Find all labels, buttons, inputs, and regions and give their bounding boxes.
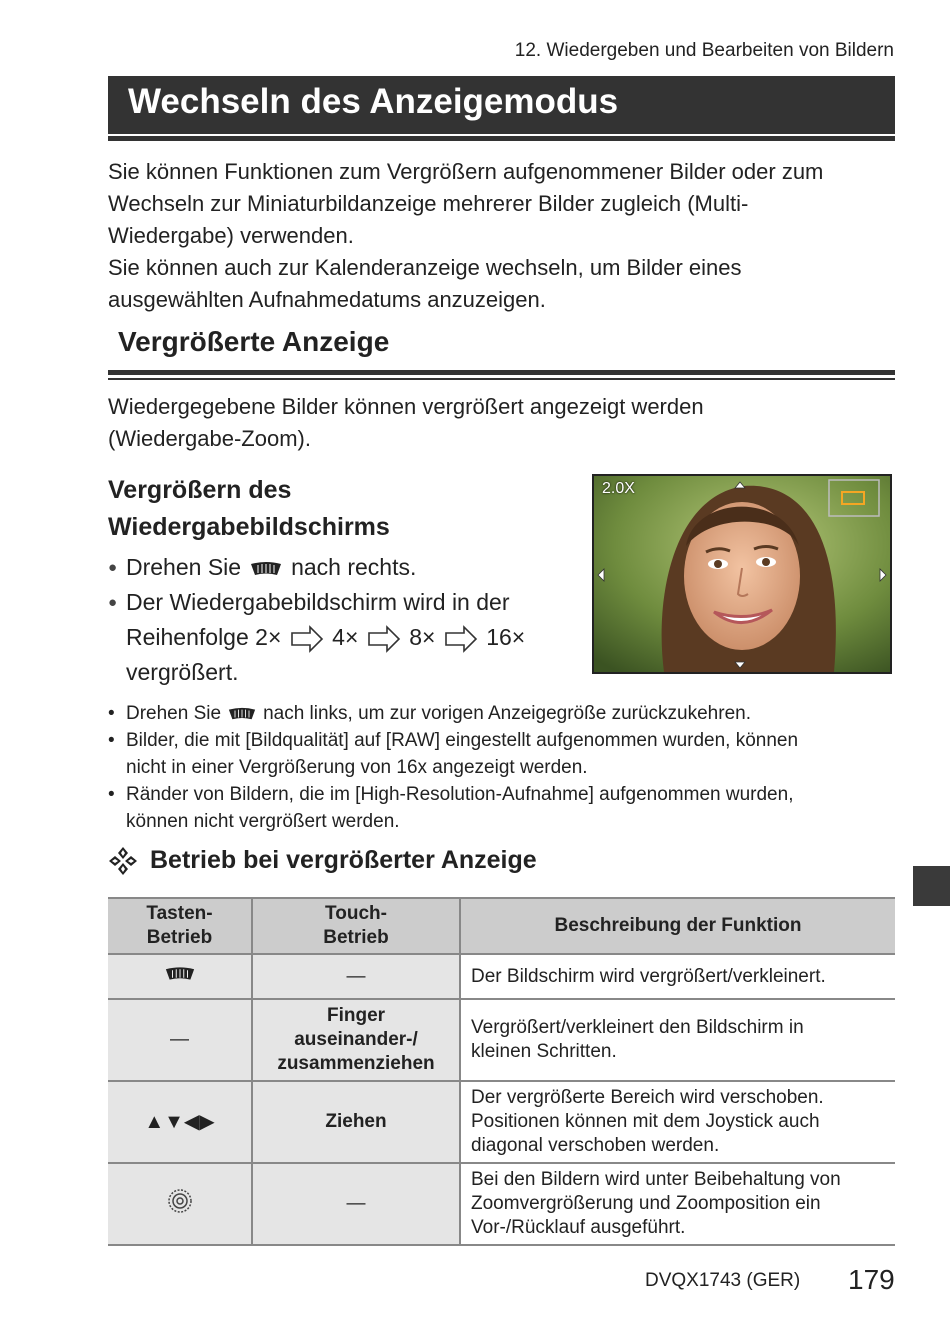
key-cell: — [108, 999, 252, 1081]
key-cell [108, 954, 252, 999]
subsection-title-line: Wiedergabebildschirms [108, 513, 390, 541]
section-line: (Wiedergabe-Zoom). [108, 426, 311, 451]
subsection-title-line: Vergrößern des [108, 476, 292, 504]
rear-dial-icon [164, 966, 196, 982]
bullet-text: ● Der Wiedergabebildschirm wird in der [126, 589, 510, 615]
column-header-description: Beschreibung der Funktion [460, 898, 895, 954]
note-text: können nicht vergrößert werden. [126, 811, 400, 832]
touch-cell: — [252, 1163, 460, 1245]
arrow-right-icon [444, 625, 478, 653]
chapter-side-tab [913, 866, 950, 906]
touch-cell: Finger auseinander-/ zusammenziehen [252, 999, 460, 1081]
page-title: Wechseln des Anzeigemodus [128, 82, 619, 121]
document-code: DVQX1743 (GER) [645, 1270, 801, 1291]
zoom-step: 8× [409, 624, 436, 650]
table-row [108, 1163, 895, 1245]
intro-line: ausgewählten Aufnahmedatums anzuzeigen. [108, 287, 546, 312]
zoom-bullets [108, 550, 578, 690]
title-bar [108, 76, 895, 134]
title-rule [108, 136, 895, 141]
sequence-label: Reihenfolge [126, 624, 249, 650]
table-header-row [108, 898, 895, 954]
note-text: nach links, um zur vorigen Anzeigegröße zurückzukehren. [263, 703, 751, 724]
key-cell: ▲▼◀▶ [108, 1081, 252, 1163]
table-row [108, 1081, 895, 1163]
page-number: 179 [848, 1264, 895, 1295]
table-row [108, 999, 895, 1081]
note-text: • Ränder von Bildern, die im [High-Resolution-Aufnahme] aufgenommen wurden, [126, 784, 794, 805]
arrow-right-icon [290, 625, 324, 653]
bullet-item [108, 550, 578, 585]
intro-line: Sie können auch zur Kalenderanzeige wechseln, um Bilder eines [108, 255, 742, 280]
touch-cell: Ziehen [252, 1081, 460, 1163]
four-diamonds-icon [108, 846, 138, 876]
notes-list [108, 700, 898, 835]
column-header-touch: Touch- Betrieb [252, 898, 460, 954]
zoomed-playback-screen [592, 474, 892, 674]
note-text: Drehen Sie [126, 703, 222, 724]
description-cell: Der Bildschirm wird vergrößert/verkleinert. [460, 954, 895, 999]
bullet-item [108, 585, 578, 690]
touch-cell: — [252, 954, 460, 999]
bullet-text: Drehen Sie [126, 554, 242, 580]
bullet-text: nach rechts. [291, 554, 417, 580]
note-item [108, 781, 898, 835]
key-cell [108, 1163, 252, 1245]
chapter-header: 12. Wiedergeben und Bearbeiten von Bildern [514, 40, 894, 61]
note-text: • Bilder, die mit [Bildqualität] auf [RAW] eingestellt aufgenommen wurden, können [126, 730, 799, 751]
intro-line: Wiedergabe) verwenden. [108, 223, 354, 248]
column-header-key: Tasten- Betrieb [108, 898, 252, 954]
intro-paragraph [108, 156, 898, 316]
table-row [108, 954, 895, 999]
section-line: Wiedergegebene Bilder können vergrößert angezeigt werden [108, 394, 704, 419]
description-cell: Der vergrößerte Bereich wird verschoben. Positionen können mit dem Joystick auch diagonal verschoben werden. [460, 1081, 895, 1163]
description-cell: Bei den Bildern wird unter Beibehaltung von Zoomvergrößerung und Zoomposition ein Vor-/Rücklauf ausgeführt. [460, 1163, 895, 1245]
zoom-step: 2× [255, 624, 282, 650]
bullet-text: vergrößert. [126, 659, 239, 685]
section-rule-thin [108, 378, 895, 380]
subsection-title [108, 472, 528, 546]
rear-dial-icon [227, 707, 257, 721]
portrait-image [594, 476, 890, 672]
section-rule [108, 370, 895, 375]
control-dial-icon [167, 1188, 193, 1214]
intro-line: Sie können Funktionen zum Vergrößern aufgenommener Bilder oder zum [108, 159, 824, 184]
rear-dial-icon [249, 561, 283, 577]
note-item [108, 700, 898, 727]
ops-section-label: Betrieb bei vergrößerter Anzeige [150, 846, 537, 874]
section-paragraph [108, 391, 898, 455]
ops-section-title [108, 846, 537, 876]
section-title: Vergrößerte Anzeige [118, 326, 390, 357]
zoom-step: 4× [332, 624, 359, 650]
description-cell: Vergrößert/verkleinert den Bildschirm in kleinen Schritten. [460, 999, 895, 1081]
zoom-sequence [126, 620, 578, 655]
intro-line: Wechseln zur Miniaturbildanzeige mehrerer Bilder zugleich (Multi- [108, 191, 749, 216]
operations-table [108, 897, 895, 1246]
note-item [108, 727, 898, 781]
arrow-right-icon [367, 625, 401, 653]
note-text: nicht in einer Vergrößerung von 16x angezeigt werden. [126, 757, 588, 778]
zoom-indicator: 2.0X [602, 480, 635, 497]
zoom-step: 16× [486, 624, 526, 650]
